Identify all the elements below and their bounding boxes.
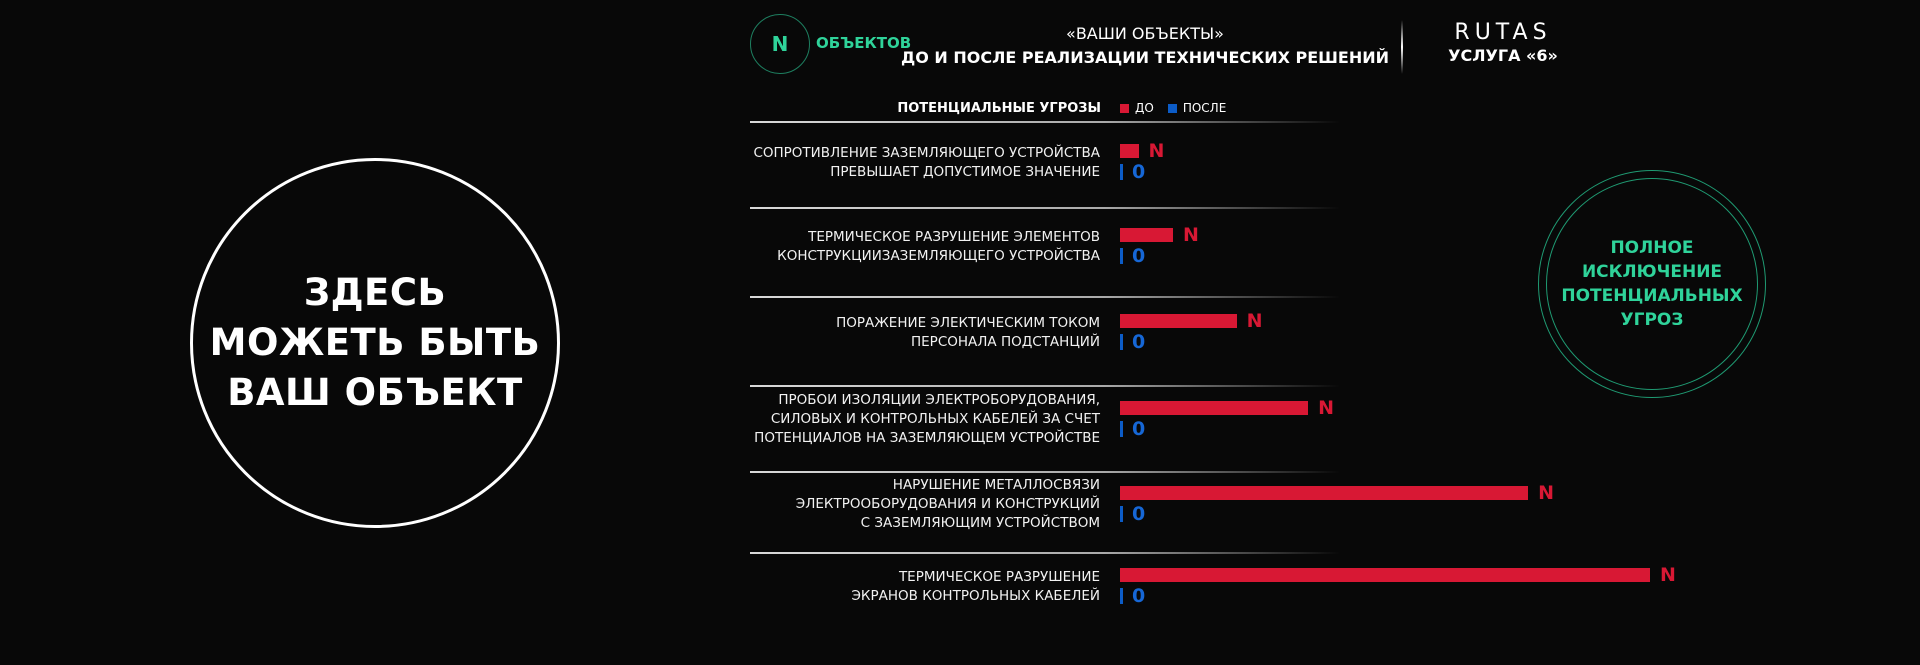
- objects-label: ОБЪЕКТОВ: [816, 34, 912, 52]
- service-label: УСЛУГА «6»: [1448, 46, 1558, 65]
- bar-after: [1120, 506, 1123, 522]
- result-circle: [1546, 178, 1758, 390]
- row-separator: [750, 121, 1340, 123]
- value-label-after: 0: [1132, 161, 1146, 183]
- bar-before: [1120, 228, 1173, 242]
- legend-item-before: [1120, 101, 1154, 115]
- legend-swatch-after: [1168, 104, 1177, 113]
- result-line-2: ИСКЛЮЧЕНИЕ: [1581, 262, 1723, 282]
- bar-after: [1120, 421, 1123, 437]
- placeholder-line-2: МОЖЕТЬ БЫТЬ: [209, 321, 541, 364]
- value-label-before: N: [1318, 397, 1335, 419]
- title-line-2: ДО И ПОСЛЕ РЕАЛИЗАЦИИ ТЕХНИЧЕСКИХ РЕШЕНИЙ: [900, 48, 1390, 67]
- title-line-1: «ВАШИ ОБЪЕКТЫ»: [1066, 24, 1224, 43]
- row-separator: [750, 471, 1340, 473]
- placeholder-line-3: ВАШ ОБЪЕКТ: [227, 371, 523, 414]
- row-separator: [750, 552, 1340, 554]
- value-label-before: N: [1148, 140, 1165, 162]
- legend-item-after: [1168, 101, 1226, 115]
- value-label-after: 0: [1132, 585, 1146, 607]
- page-title: [880, 22, 1410, 70]
- category-label: СОПРОТИВЛЕНИЕ ЗАЗЕМЛЯЮЩЕГО УСТРОЙСТВА ПРЕВЫШАЕТ ДОПУСТИМОЕ ЗНАЧЕНИЕ: [753, 145, 1100, 180]
- objects-count: N: [771, 32, 789, 56]
- category-label: ТЕРМИЧЕСКОЕ РАЗРУШЕНИЕ ЭЛЕМЕНТОВ КОНСТРУКЦИИЗАЗЕМЛЯЮЩЕГО УСТРОЙСТВА: [777, 229, 1100, 264]
- value-label-before: N: [1183, 224, 1199, 246]
- chart-title: ПОТЕНЦИАЛЬНЫЕ УГРОЗЫ: [897, 101, 1101, 116]
- legend-label-before: ДО: [1135, 101, 1154, 115]
- row-separator: [750, 385, 1340, 387]
- result-line-1: ПОЛНОЕ: [1610, 238, 1694, 258]
- bar-before: [1120, 401, 1308, 415]
- bar-after: [1120, 588, 1123, 604]
- brand-logo: RUTAS: [1454, 20, 1552, 45]
- value-label-after: 0: [1132, 331, 1146, 353]
- result-line-3: ПОТЕНЦИАЛЬНЫХ: [1561, 286, 1743, 306]
- bar-before: [1120, 486, 1528, 500]
- value-label-after: 0: [1132, 418, 1146, 440]
- row-separator: [750, 207, 1340, 209]
- value-label-before: N: [1538, 482, 1554, 504]
- legend-swatch-before: [1120, 104, 1129, 113]
- category-label: НАРУШЕНИЕ МЕТАЛЛОСВЯЗИ ЭЛЕКТРООБОРУДОВАНИЯ И КОНСТРУКЦИЙ С ЗАЗЕМЛЯЮЩИМ УСТРОЙСТВОМ: [795, 477, 1100, 531]
- value-label-before: N: [1660, 564, 1676, 586]
- category-label: ПОРАЖЕНИЕ ЭЛЕКТИЧЕСКИМ ТОКОМ ПЕРСОНАЛА ПОДСТАНЦИЙ: [836, 315, 1100, 350]
- category-label: ТЕРМИЧЕСКОЕ РАЗРУШЕНИЕ ЭКРАНОВ КОНТРОЛЬНЫХ КАБЕЛЕЙ: [851, 569, 1100, 604]
- object-placeholder-circle: [190, 158, 560, 528]
- bar-after: [1120, 334, 1123, 350]
- legend-label-after: ПОСЛЕ: [1182, 101, 1227, 115]
- bar-after: [1120, 164, 1123, 180]
- bar-before: [1120, 568, 1650, 582]
- bar-before: [1120, 314, 1237, 328]
- bar-before: [1120, 144, 1139, 158]
- value-label-after: 0: [1132, 503, 1146, 525]
- result-line-4: УГРОЗ: [1620, 310, 1684, 330]
- row-separator: [750, 296, 1340, 298]
- chart-legend: [1120, 101, 1240, 115]
- value-label-before: N: [1246, 310, 1263, 332]
- bar-after: [1120, 248, 1123, 264]
- header-divider: [1401, 20, 1403, 74]
- objects-count-badge: [750, 14, 810, 74]
- category-label: ПРОБОИ ИЗОЛЯЦИИ ЭЛЕКТРОБОРУДОВАНИЯ, СИЛОВЫХ И КОНТРОЛЬНЫХ КАБЕЛЕЙ ЗА СЧЕТ ПОТЕНЦИАЛОВ НА ЗАЗЕМЛЯЮЩЕМ УСТРОЙСТВЕ: [754, 392, 1100, 446]
- value-label-after: 0: [1132, 245, 1146, 267]
- placeholder-line-1: ЗДЕСЬ: [303, 271, 447, 314]
